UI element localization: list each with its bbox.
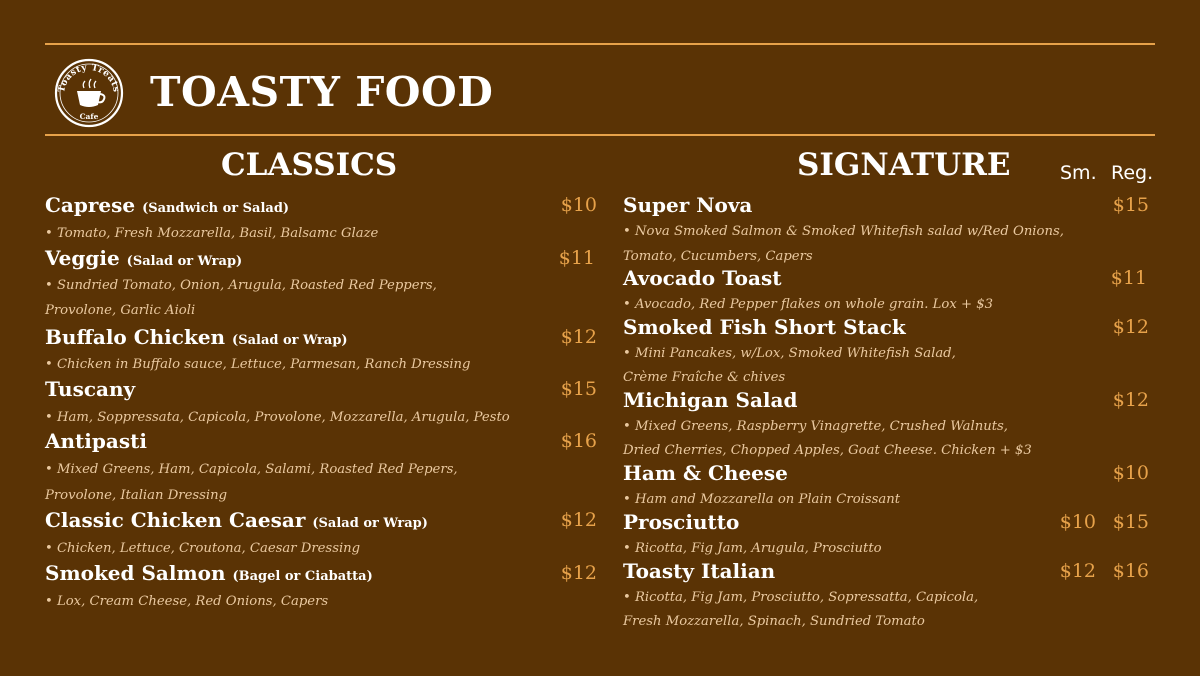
menu-item-description: • Mini Pancakes, w/Lox, Smoked Whitefish Salad, [623,346,956,361]
menu-item-description: Fresh Mozzarella, Spinach, Sundried Tomato [623,614,925,629]
menu-item-name: Super Nova [623,193,753,217]
price-regular: $12 [1112,316,1149,338]
menu-item-description: • Ricotta, Fig Jam, Prosciutto, Sopressatta, Capicola, [623,590,979,605]
menu-item-name: Classic Chicken Caesar (Salad or Wrap) [45,508,428,532]
menu-item-price: $12 [560,562,597,584]
menu-item-name: Smoked Fish Short Stack [623,315,906,339]
menu-item-description: Tomato, Cucumbers, Capers [623,249,813,264]
size-regular-heading: Reg. [1111,162,1154,184]
menu-item-description: • Ricotta, Fig Jam, Arugula, Prosciutto [623,541,882,556]
menu-item-description: • Tomato, Fresh Mozzarella, Basil, Balsamc Glaze [45,226,379,241]
menu-item-name: Buffalo Chicken (Salad or Wrap) [45,325,348,349]
cafe-logo [50,57,128,129]
svg-text:Toasty Treats: Toasty Treats [57,62,121,94]
menu-item-price: $12 [560,326,597,348]
menu-item-description: • Mixed Greens, Raspberry Vinagrette, Crushed Walnuts, [623,419,1008,434]
menu-item-name: Caprese (Sandwich or Salad) [45,193,290,217]
price-regular: $12 [1112,389,1149,411]
price-regular: $10 [1112,462,1149,484]
header-divider [45,134,1155,136]
menu-item-description: • Lox, Cream Cheese, Red Onions, Capers [45,594,329,609]
menu-item-description: • Ham and Mozzarella on Plain Croissant [623,492,901,507]
menu-item-description: • Nova Smoked Salmon & Smoked Whitefish salad w/Red Onions, [623,224,1064,239]
top-divider [45,43,1155,45]
menu-item-name: Smoked Salmon (Bagel or Ciabatta) [45,561,373,585]
price-regular: $16 [1112,560,1149,582]
menu-item-name: Veggie (Salad or Wrap) [45,246,243,270]
price-regular: $11 [1110,267,1147,289]
menu-item-name: Michigan Salad [623,388,798,412]
menu-item-price: $16 [560,430,597,452]
menu-item-name: Ham & Cheese [623,461,788,485]
menu-item-price: $10 [560,194,597,216]
menu-item-name: Tuscany [45,377,136,401]
menu-item-description: • Mixed Greens, Ham, Capicola, Salami, Roasted Red Pepers, [45,462,458,477]
menu-item-name: Antipasti [45,429,147,453]
menu-item-price: $11 [558,247,595,269]
menu-item-description: • Chicken, Lettuce, Croutona, Caesar Dressing [45,541,361,556]
menu-item-price: $15 [560,378,597,400]
menu-item-description: Dried Cherries, Chopped Apples, Goat Cheese. Chicken + $3 [623,443,1032,458]
svg-text:Cafe: Cafe [79,112,99,121]
menu-item-description: • Avocado, Red Pepper flakes on whole grain. Lox + $3 [623,297,994,312]
menu-item-description: • Sundried Tomato, Onion, Arugula, Roasted Red Peppers, [45,278,437,293]
classics-heading: CLASSICS [221,147,398,183]
menu-item-description: Provolone, Garlic Aioli [45,303,196,318]
menu-item-description: • Ham, Soppressata, Capicola, Provolone, Mozzarella, Arugula, Pesto [45,410,510,425]
brand-title: TOASTY FOOD [150,68,494,116]
menu-item-description: Crème Fraîche & chives [623,370,786,385]
coffee-cup-icon [77,79,104,107]
menu-item-description: Provolone, Italian Dressing [45,488,228,503]
menu-item-description: • Chicken in Buffalo sauce, Lettuce, Parmesan, Ranch Dressing [45,357,471,372]
price-regular: $15 [1112,511,1149,533]
price-small: $12 [1059,560,1096,582]
price-small: $10 [1059,511,1096,533]
menu-item-name: Toasty Italian [623,559,776,583]
size-small-heading: Sm. [1060,162,1097,184]
price-regular: $15 [1112,194,1149,216]
menu-item-price: $12 [560,509,597,531]
menu-item-name: Avocado Toast [623,266,782,290]
signature-heading: SIGNATURE [797,147,1011,183]
menu-item-name: Prosciutto [623,510,740,534]
